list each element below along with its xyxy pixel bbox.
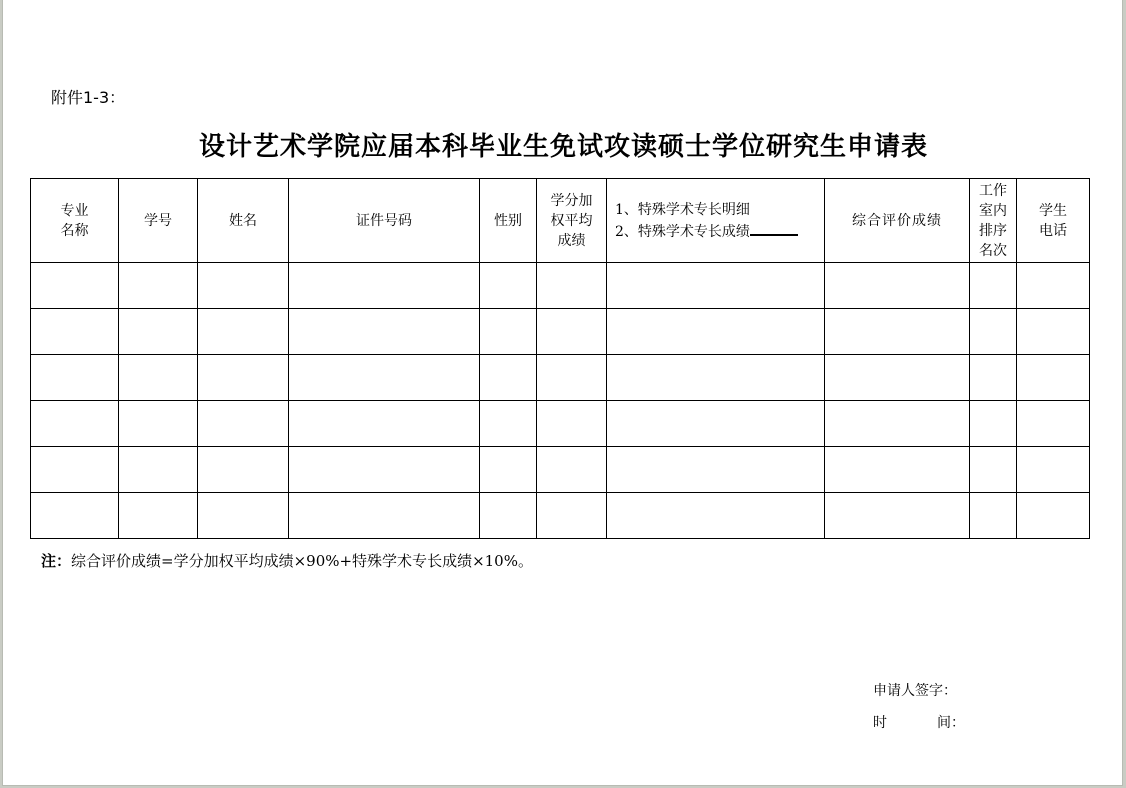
document-page	[2, 0, 1123, 786]
table-row	[31, 447, 1090, 493]
table-cell[interactable]	[1017, 309, 1090, 355]
attachment-label: 附件1-3：	[51, 88, 126, 107]
table-header-row	[31, 179, 1090, 263]
table-row	[31, 309, 1090, 355]
table-cell[interactable]	[607, 401, 825, 447]
table-cell[interactable]	[537, 355, 607, 401]
table-cell[interactable]	[970, 493, 1017, 539]
table-cell[interactable]	[31, 401, 119, 447]
table-cell[interactable]	[537, 493, 607, 539]
table-cell[interactable]	[1017, 447, 1090, 493]
table-cell[interactable]	[537, 401, 607, 447]
table-cell[interactable]	[480, 401, 537, 447]
table-cell[interactable]	[289, 263, 480, 309]
page-title: 设计艺术学院应届本科毕业生免试攻读硕士学位研究生申请表	[198, 132, 928, 162]
table-cell[interactable]	[289, 355, 480, 401]
table-cell[interactable]	[198, 493, 289, 539]
table-cell[interactable]	[607, 263, 825, 309]
table-cell[interactable]	[1017, 401, 1090, 447]
header-rank: 工作 室内 排序 名次	[970, 179, 1017, 263]
table-cell[interactable]	[480, 355, 537, 401]
table-row	[31, 355, 1090, 401]
table-cell[interactable]	[537, 447, 607, 493]
table-cell[interactable]	[480, 493, 537, 539]
special-detail-label: 1、特殊学术专长明细	[615, 201, 750, 218]
table-cell[interactable]	[825, 401, 970, 447]
table-cell[interactable]	[825, 493, 970, 539]
table-cell[interactable]	[119, 263, 198, 309]
table-cell[interactable]	[607, 493, 825, 539]
header-student-id: 学号	[119, 179, 198, 263]
note-prefix: 注：	[41, 552, 72, 570]
table-cell[interactable]	[31, 263, 119, 309]
table-cell[interactable]	[1017, 355, 1090, 401]
table-cell[interactable]	[607, 355, 825, 401]
table-cell[interactable]	[480, 263, 537, 309]
table-cell[interactable]	[289, 401, 480, 447]
blank-underline	[750, 220, 798, 236]
table-cell[interactable]	[825, 309, 970, 355]
header-id-number: 证件号码	[289, 179, 480, 263]
table-body	[31, 263, 1090, 539]
table-cell[interactable]	[198, 447, 289, 493]
table-row	[31, 493, 1090, 539]
table-cell[interactable]	[970, 355, 1017, 401]
table-cell[interactable]	[31, 309, 119, 355]
table-cell[interactable]	[198, 401, 289, 447]
signature-label: 申请人签字：	[873, 683, 957, 699]
table-cell[interactable]	[825, 263, 970, 309]
table-cell[interactable]	[198, 263, 289, 309]
table-cell[interactable]	[31, 493, 119, 539]
table-cell[interactable]	[289, 447, 480, 493]
table-cell[interactable]	[119, 447, 198, 493]
table-cell[interactable]	[1017, 263, 1090, 309]
header-gpa: 学分加 权平均 成绩	[537, 179, 607, 263]
special-score-label: 2、特殊学术专长成绩	[615, 223, 750, 240]
table-cell[interactable]	[119, 355, 198, 401]
table-cell[interactable]	[198, 355, 289, 401]
table-cell[interactable]	[480, 309, 537, 355]
table-cell[interactable]	[607, 447, 825, 493]
table-cell[interactable]	[970, 447, 1017, 493]
special-score-line	[615, 220, 824, 242]
note	[41, 550, 533, 571]
table-cell[interactable]	[289, 309, 480, 355]
table-cell[interactable]	[607, 309, 825, 355]
table-cell[interactable]	[537, 263, 607, 309]
table-cell[interactable]	[119, 401, 198, 447]
header-major: 专业 名称	[31, 179, 119, 263]
table-cell[interactable]	[289, 493, 480, 539]
table-cell[interactable]	[119, 493, 198, 539]
note-text: 综合评价成绩=学分加权平均成绩×90%+特殊学术专长成绩×10%。	[71, 552, 533, 570]
table-row	[31, 263, 1090, 309]
table-cell[interactable]	[31, 355, 119, 401]
table-cell[interactable]	[970, 263, 1017, 309]
table-cell[interactable]	[1017, 493, 1090, 539]
date-label: 时 间：	[873, 715, 965, 731]
table-cell[interactable]	[970, 401, 1017, 447]
header-phone: 学生 电话	[1017, 179, 1090, 263]
header-overall-score: 综合评价成绩	[825, 179, 970, 263]
application-table	[30, 178, 1090, 539]
header-special-talent	[607, 179, 825, 263]
header-gender: 性别	[480, 179, 537, 263]
table-cell[interactable]	[825, 355, 970, 401]
table-cell[interactable]	[31, 447, 119, 493]
table-cell[interactable]	[198, 309, 289, 355]
table-cell[interactable]	[970, 309, 1017, 355]
table-row	[31, 401, 1090, 447]
table-cell[interactable]	[537, 309, 607, 355]
table-cell[interactable]	[825, 447, 970, 493]
header-name: 姓名	[198, 179, 289, 263]
table-cell[interactable]	[480, 447, 537, 493]
table-cell[interactable]	[119, 309, 198, 355]
